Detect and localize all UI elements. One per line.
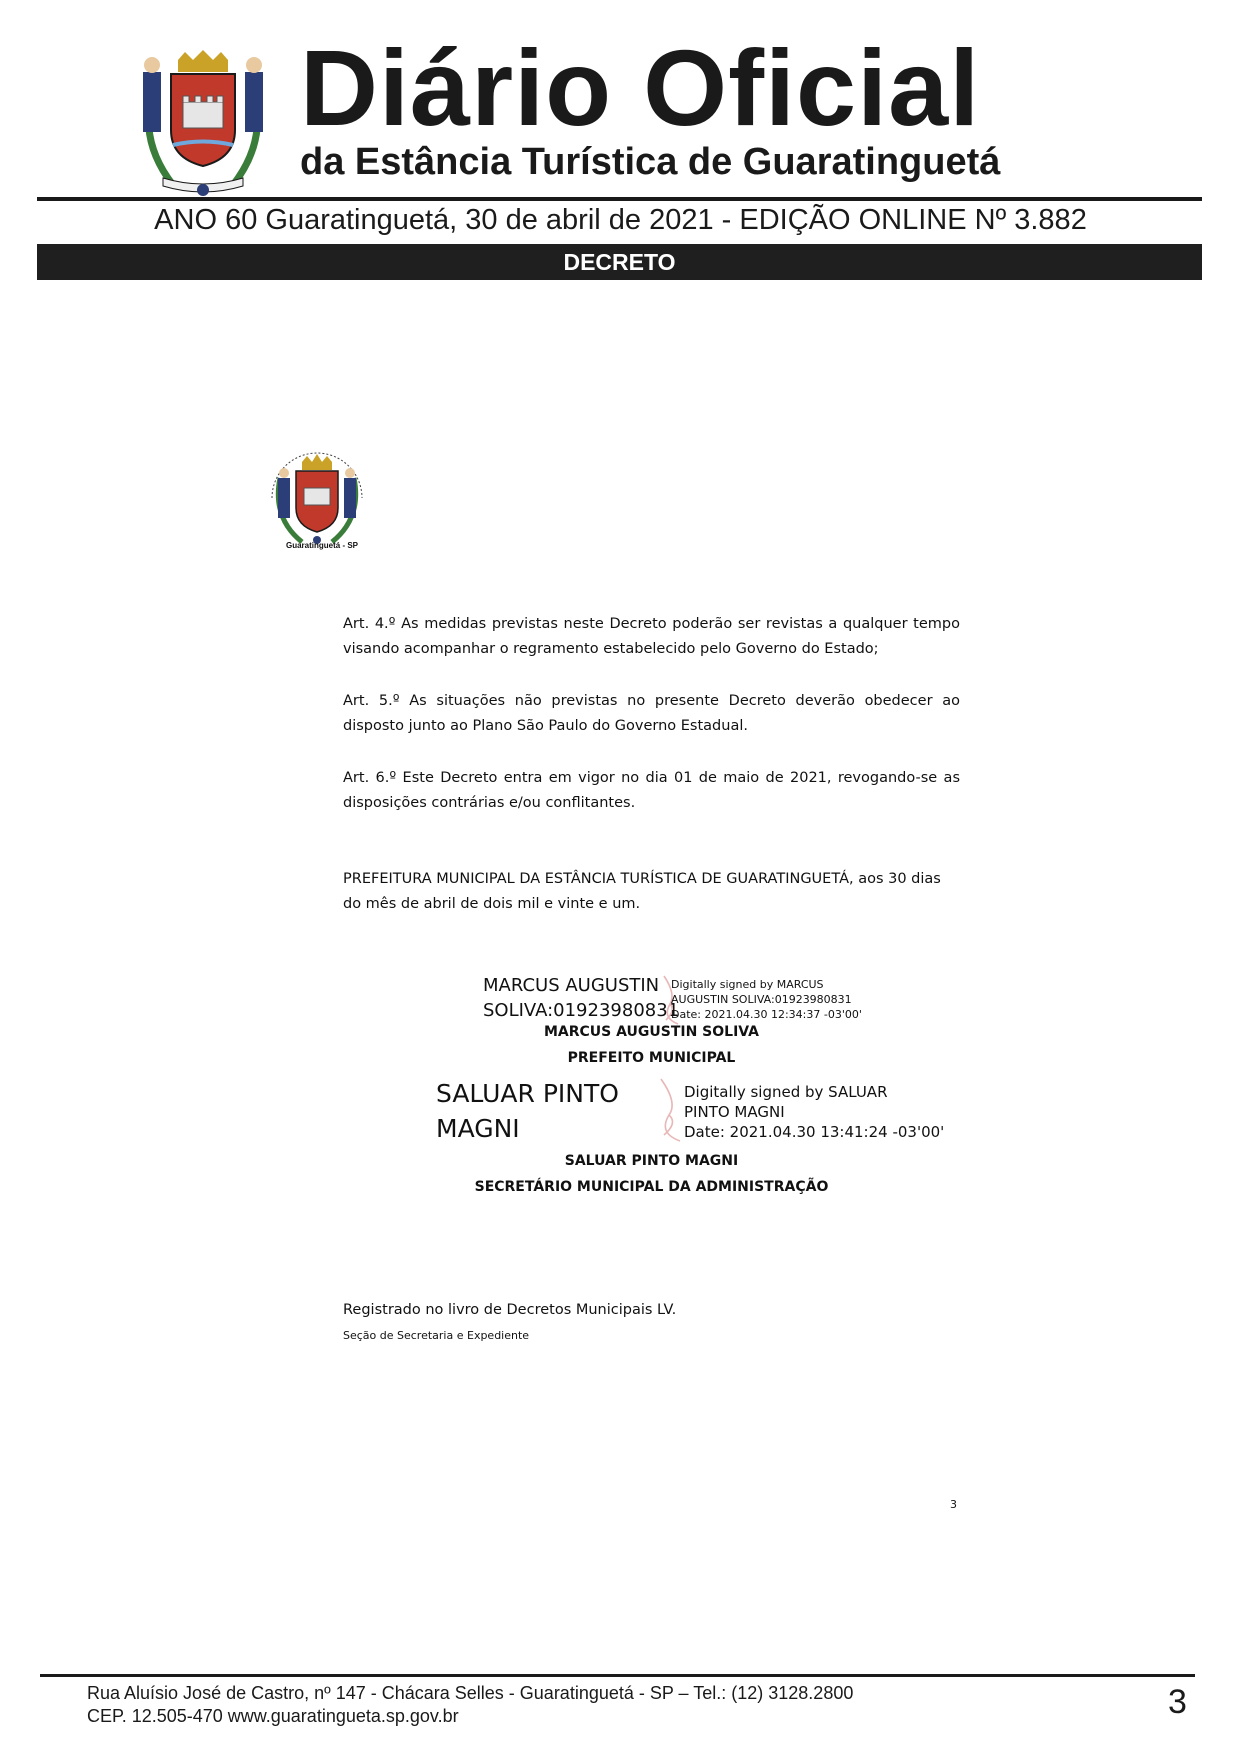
article-6: Art. 6.º Este Decreto entra em vigor no dia 01 de maio de 2021, revogando-se as disposições contrárias e/ou conflitantes.: [343, 770, 960, 811]
signature-stroke-icon: [656, 1077, 682, 1143]
signature-info-line: Date: 2021.04.30 12:34:37 -03'00': [671, 1008, 862, 1021]
signature-info-line: Date: 2021.04.30 13:41:24 -03'00': [684, 1123, 945, 1141]
signer-line: MARCUS AUGUSTIN: [483, 975, 660, 996]
signature-info-line: AUGUSTIN SOLIVA:01923980831: [671, 993, 852, 1006]
footer-divider: [40, 1674, 1195, 1677]
seal-caption: Guaratinguetá - SP: [285, 541, 358, 550]
signatory-1-role: PREFEITO MUNICIPAL: [567, 1050, 736, 1066]
signatory-1-name: MARCUS AUGUSTIN SOLIVA: [543, 1024, 760, 1040]
inner-page-number: 3: [950, 1498, 957, 1511]
article-4: Art. 4.º As medidas previstas neste Decreto poderão ser revistas a qualquer tempo visando acompanhar o regramento estabelecido pelo Governo do Estado;: [343, 616, 960, 657]
footer-address: Rua Aluísio José de Castro, nº 147 - Chácara Selles - Guaratinguetá - SP – Tel.: (12) 3128.2800: [87, 1683, 854, 1703]
coat-of-arms-emblem: [133, 50, 273, 198]
digital-signature-2-signer: [436, 1076, 619, 1146]
article-5: Art. 5.º As situações não previstas no presente Decreto deverão obedecer ao disposto junto ao Plano São Paulo do Governo Estadual.: [343, 693, 960, 734]
signer-line: MAGNI: [436, 1114, 520, 1143]
signatory-2-role: SECRETÁRIO MUNICIPAL DA ADMINISTRAÇÃO: [474, 1179, 829, 1195]
footer-cep-website: CEP. 12.505-470 www.guaratingueta.sp.gov.br: [87, 1706, 459, 1726]
signer-line: SALUAR PINTO: [436, 1079, 619, 1108]
digital-signature-1-signer: [483, 973, 679, 1023]
signature-info-line: Digitally signed by SALUAR: [684, 1083, 888, 1101]
registry-section: Seção de Secretaria e Expediente: [343, 1329, 530, 1342]
newspaper-subtitle: da Estância Turística de Guaratinguetá: [300, 141, 1001, 183]
registry-note: Registrado no livro de Decretos Municipais LV.: [343, 1302, 677, 1318]
section-banner: DECRETO: [37, 244, 1202, 280]
signature-info-line: PINTO MAGNI: [684, 1103, 785, 1121]
signer-line: SOLIVA:01923980831: [483, 1000, 680, 1021]
closing-statement: PREFEITURA MUNICIPAL DA ESTÂNCIA TURÍSTICA DE GUARATINGUETÁ, aos 30 dias do mês de abril de dois mil e vinte e um.: [343, 871, 941, 912]
header-divider: [37, 197, 1202, 201]
page-number: 3: [1168, 1683, 1187, 1721]
edition-line: ANO 60 Guaratinguetá, 30 de abril de 2021 - EDIÇÃO ONLINE Nº 3.882: [154, 204, 1087, 236]
signature-info-line: Digitally signed by MARCUS: [671, 978, 824, 991]
digital-signature-2-info: [684, 1082, 944, 1142]
municipal-seal-emblem: [252, 438, 382, 554]
signatory-2-name: SALUAR PINTO MAGNI: [564, 1153, 739, 1169]
newspaper-title: Diário Oficial: [300, 27, 981, 148]
digital-signature-1-info: [671, 977, 862, 1022]
